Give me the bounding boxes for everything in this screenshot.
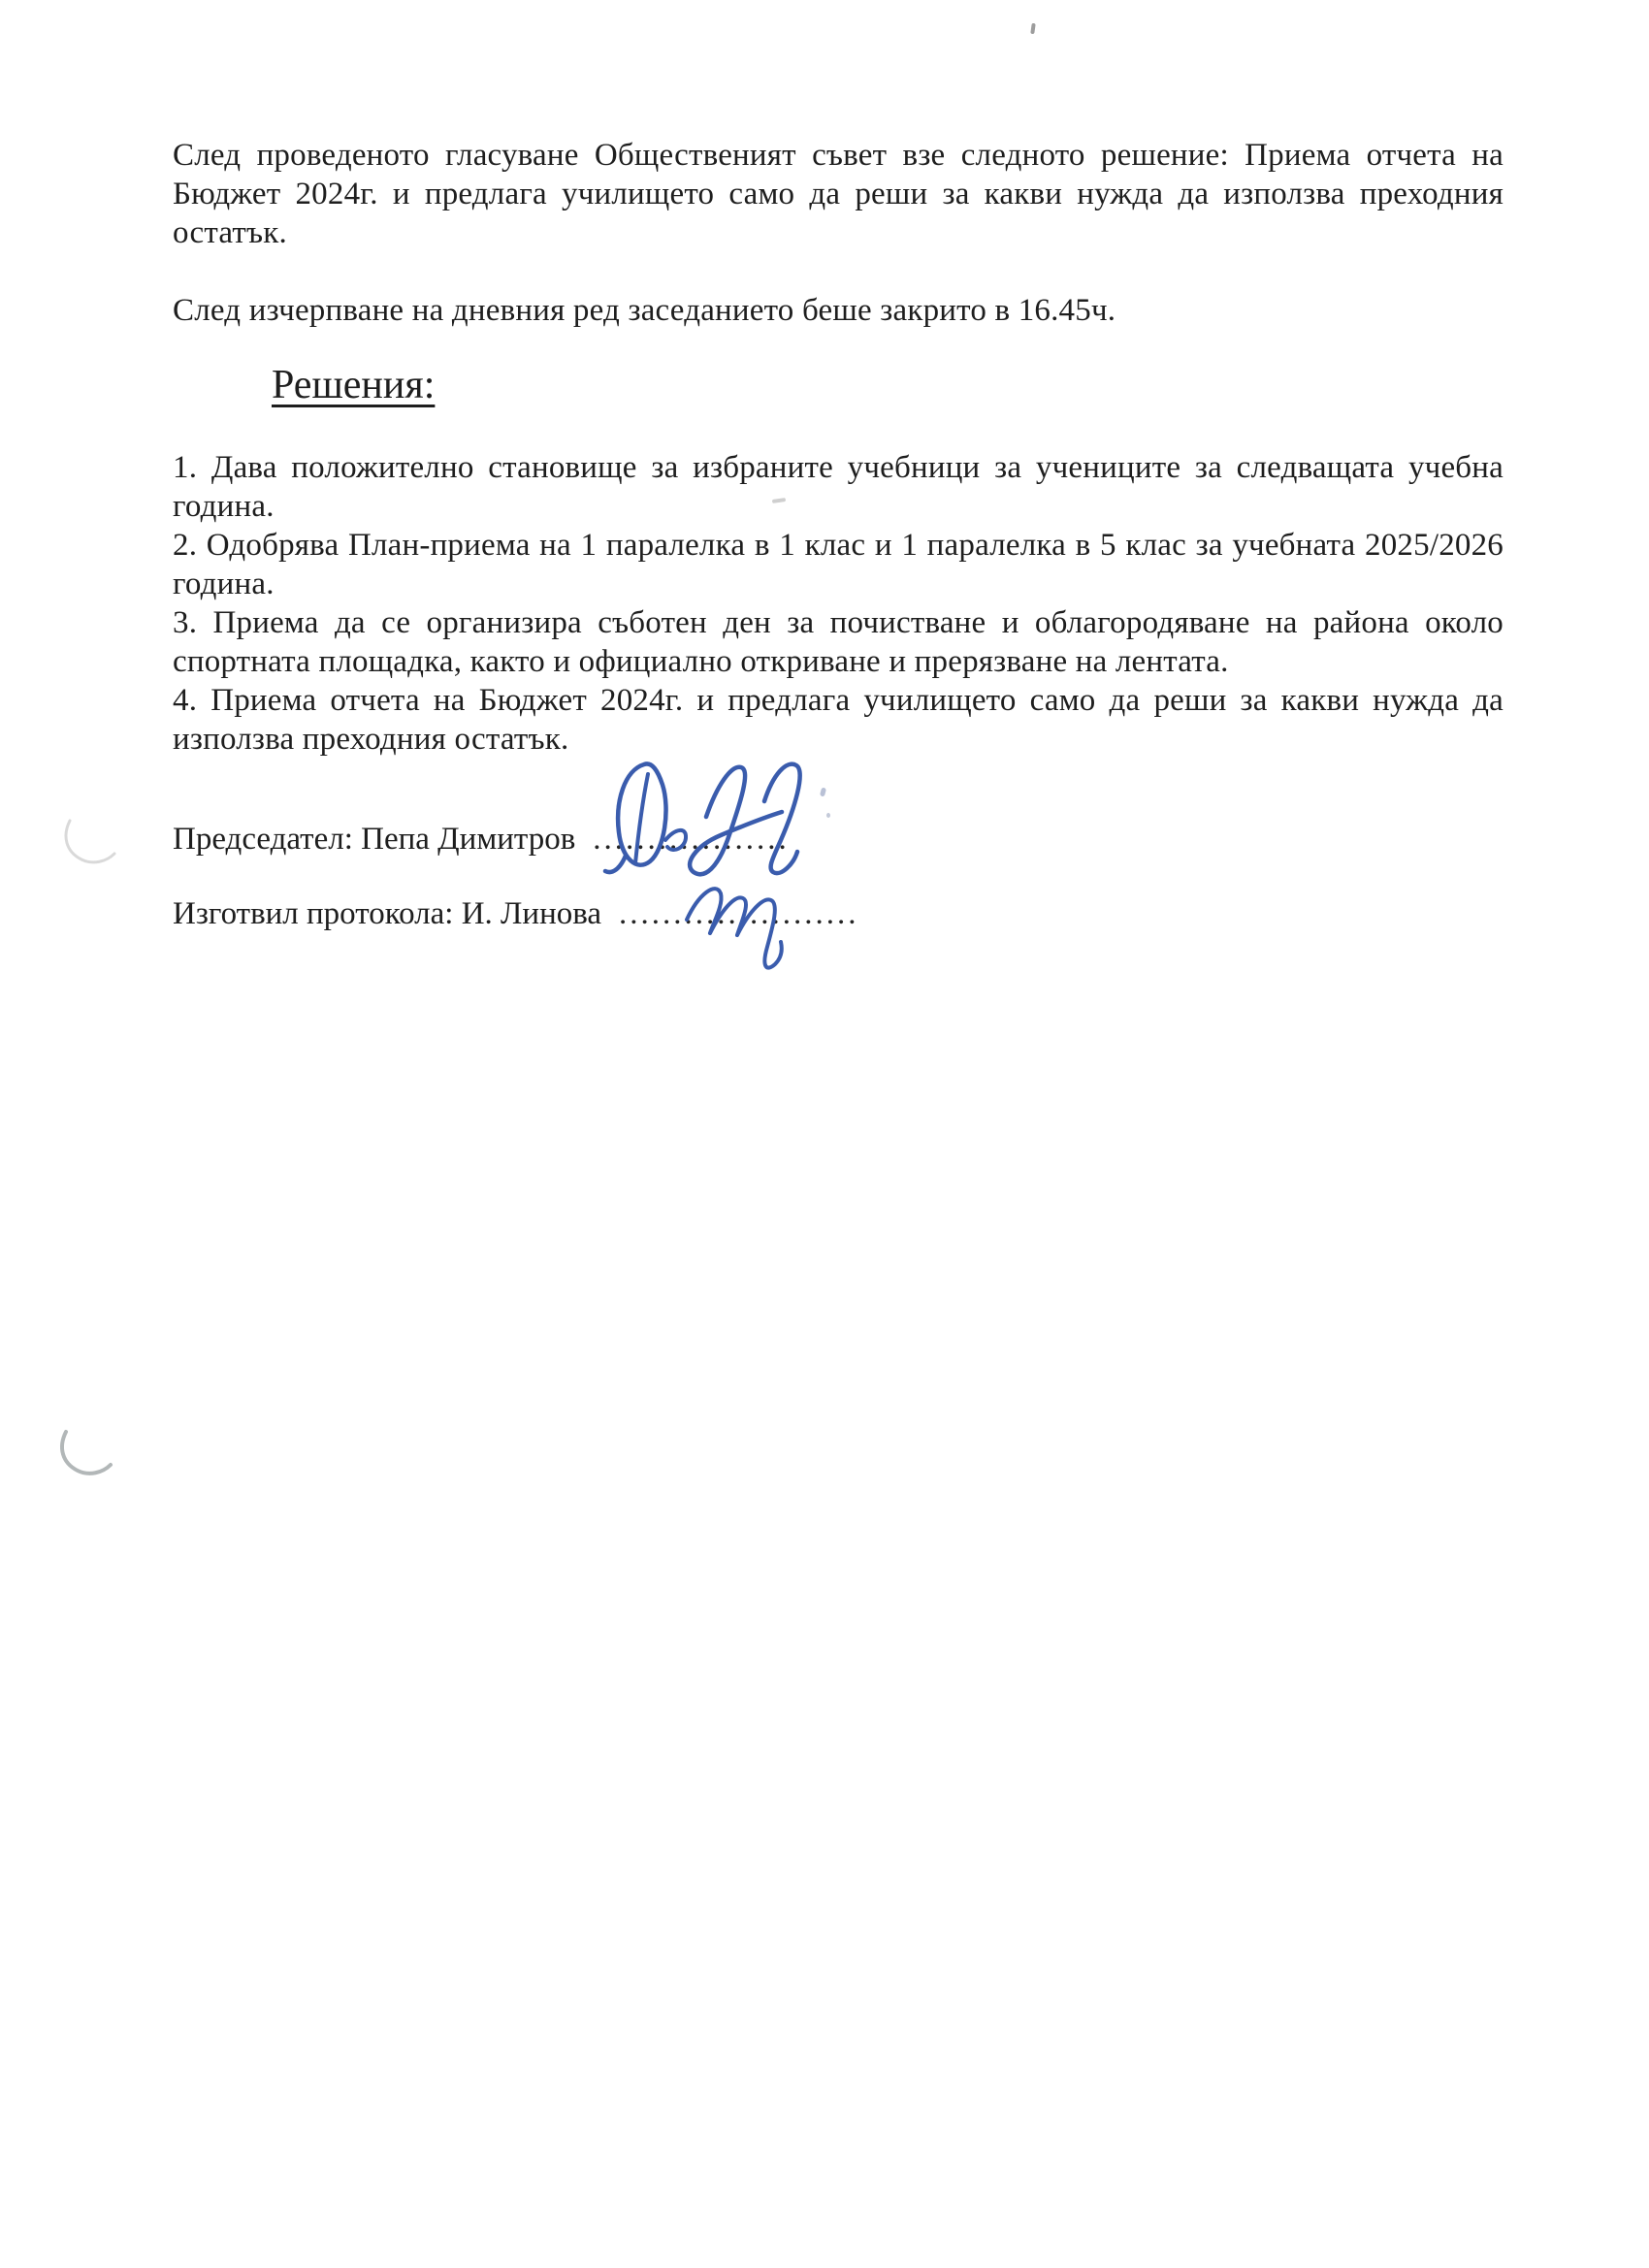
paragraph-resolution: След проведеното гласуване Общественият съвет взе следното решение: Приема отчета на Бюджет 2024г. и предлага училището само да реши за какви нужда да използва преходния остатък. — [173, 138, 1504, 250]
scan-speck-icon — [826, 813, 830, 818]
chairman-signature-row — [173, 820, 790, 859]
decisions-list — [173, 448, 1504, 759]
decisions-heading-text: Решения: — [272, 363, 436, 407]
hole-punch-shadow-bottom-icon — [56, 1424, 116, 1480]
secretary-label: Изготвил протокола: И. Линова — [173, 896, 602, 931]
scan-speck-icon — [820, 788, 826, 797]
chairman-dotted-line: .................. — [593, 822, 790, 857]
decision-item-1: 1. Дава положително становище за избраните учебници за учениците за следващата учебна година. — [173, 450, 1504, 524]
decision-item-2: 2. Одобрява План-приема на 1 паралелка в 1 клас и 1 паралелка в 5 клас за учебната 2025/2026 година. — [173, 528, 1504, 601]
decision-item-4: 4. Приема отчета на Бюджет 2024г. и предлага училището само да реши за какви нужда да използва преходния остатък. — [173, 683, 1504, 757]
decisions-heading — [272, 363, 435, 407]
paragraph-session-closed: След изчерпване на дневния ред заседанието беше закрито в 16.45ч. — [173, 293, 1116, 328]
decision-item-3: 3. Приема да се организира съботен ден за почистване и облагородяване на района около спортната площадка, както и официално откриване и прерязване на лентата. — [173, 605, 1504, 679]
hole-punch-shadow-top-icon — [60, 815, 120, 869]
chairman-label: Председател: Пепа Димитров — [173, 822, 576, 857]
secretary-dotted-line: ...................... — [619, 896, 859, 931]
scan-speck-icon — [1030, 23, 1035, 34]
secretary-signature-row — [173, 894, 859, 933]
